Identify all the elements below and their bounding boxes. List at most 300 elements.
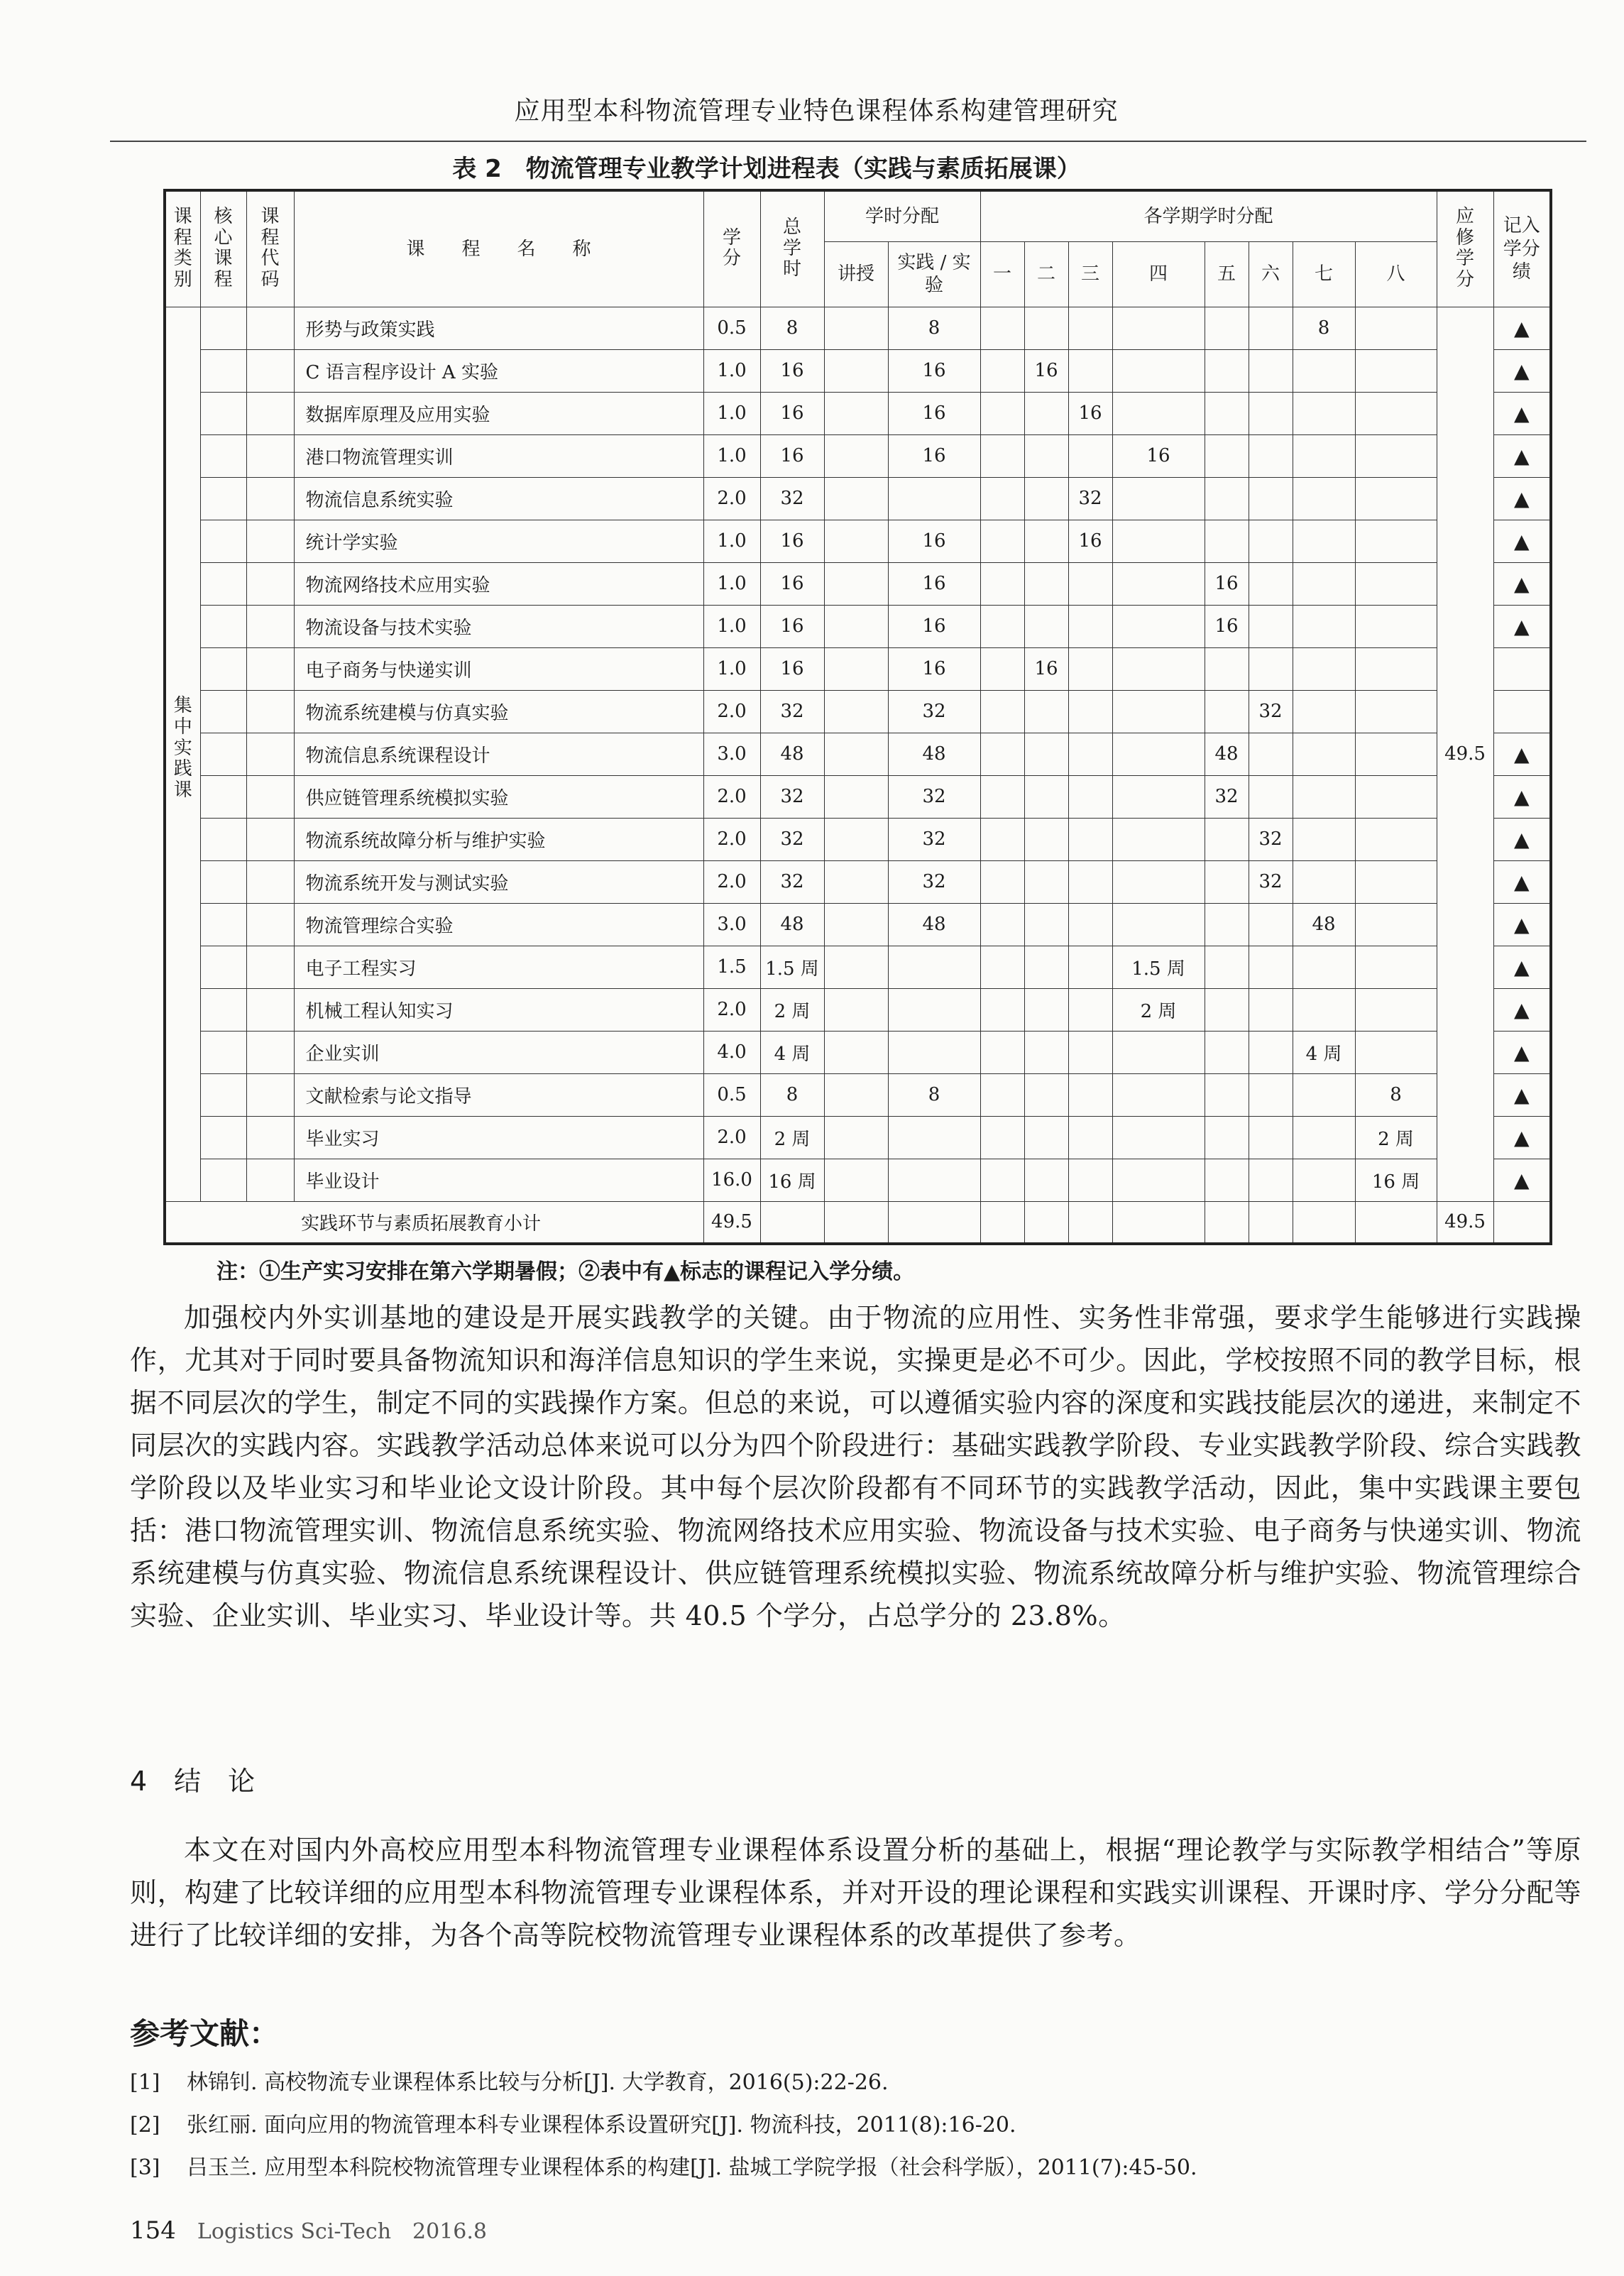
semester-6-hours bbox=[1249, 392, 1293, 434]
course-total-hours: 2 周 bbox=[760, 988, 824, 1031]
semester-1-hours bbox=[980, 988, 1024, 1031]
table-row bbox=[165, 605, 1551, 647]
course-total-hours: 16 周 bbox=[760, 1159, 824, 1201]
semester-1-hours bbox=[980, 860, 1024, 903]
semester-1-hours bbox=[980, 903, 1024, 946]
course-code-cell bbox=[246, 1073, 294, 1116]
semester-4-hours: 2 周 bbox=[1112, 988, 1205, 1031]
semester-1-hours bbox=[980, 349, 1024, 392]
semester-7-hours: 4 周 bbox=[1293, 1031, 1355, 1073]
semester-2-hours bbox=[1024, 946, 1068, 988]
core-course-cell bbox=[200, 477, 246, 520]
header-credit: 学分 bbox=[703, 190, 760, 307]
core-course-cell bbox=[200, 647, 246, 690]
course-name: C 语言程序设计 A 实验 bbox=[294, 349, 703, 392]
course-total-hours: 32 bbox=[760, 477, 824, 520]
subtotal-empty-cell bbox=[1293, 1201, 1355, 1244]
semester-3-hours bbox=[1068, 1159, 1112, 1201]
gpa-mark: ▲ bbox=[1493, 775, 1551, 818]
course-credit: 1.0 bbox=[703, 605, 760, 647]
reference-number: [2] bbox=[130, 2113, 160, 2138]
semester-7-hours bbox=[1293, 690, 1355, 733]
table-row bbox=[165, 988, 1551, 1031]
gpa-mark: ▲ bbox=[1493, 349, 1551, 392]
semester-2-hours bbox=[1024, 434, 1068, 477]
subtotal-empty-cell bbox=[1249, 1201, 1293, 1244]
semester-5-hours bbox=[1205, 520, 1249, 562]
gpa-mark: ▲ bbox=[1493, 307, 1551, 349]
semester-1-hours bbox=[980, 647, 1024, 690]
semester-5-hours bbox=[1205, 1116, 1249, 1159]
table-caption: 表 2 物流管理专业教学计划进程表（实践与素质拓展课） bbox=[452, 155, 1081, 183]
course-code-cell bbox=[246, 520, 294, 562]
gpa-mark: ▲ bbox=[1493, 1031, 1551, 1073]
semester-8-hours bbox=[1355, 946, 1437, 988]
semester-8-hours bbox=[1355, 1031, 1437, 1073]
subtotal-credit: 49.5 bbox=[703, 1201, 760, 1244]
semester-6-hours bbox=[1249, 349, 1293, 392]
semester-4-hours bbox=[1112, 860, 1205, 903]
subtotal-row bbox=[165, 1201, 1551, 1244]
table-row bbox=[165, 946, 1551, 988]
course-lecture-hours bbox=[824, 392, 888, 434]
course-practice-hours: 32 bbox=[888, 775, 980, 818]
semester-7-hours bbox=[1293, 392, 1355, 434]
course-code-cell bbox=[246, 946, 294, 988]
semester-7-hours bbox=[1293, 1159, 1355, 1201]
semester-8-hours bbox=[1355, 988, 1437, 1031]
semester-7-hours bbox=[1293, 775, 1355, 818]
subtotal-empty-cell bbox=[1355, 1201, 1437, 1244]
semester-3-hours bbox=[1068, 946, 1112, 988]
course-code-cell bbox=[246, 1031, 294, 1073]
header-required-credit: 应修学分 bbox=[1437, 190, 1493, 307]
course-code-cell bbox=[246, 1116, 294, 1159]
header-practice: 实践 / 实验 bbox=[888, 241, 980, 307]
subtotal-empty-cell bbox=[1068, 1201, 1112, 1244]
semester-6-hours bbox=[1249, 1031, 1293, 1073]
semester-2-hours bbox=[1024, 1116, 1068, 1159]
course-lecture-hours bbox=[824, 605, 888, 647]
subtotal-empty-cell bbox=[760, 1201, 824, 1244]
semester-8-hours bbox=[1355, 392, 1437, 434]
semester-4-hours bbox=[1112, 562, 1205, 605]
semester-8-hours bbox=[1355, 307, 1437, 349]
header-rule bbox=[110, 141, 1586, 142]
reference-item bbox=[130, 2154, 1578, 2182]
core-course-cell bbox=[200, 860, 246, 903]
course-name: 物流信息系统课程设计 bbox=[294, 733, 703, 775]
course-credit: 0.5 bbox=[703, 307, 760, 349]
semester-2-hours bbox=[1024, 1073, 1068, 1116]
semester-7-hours bbox=[1293, 520, 1355, 562]
semester-4-hours bbox=[1112, 520, 1205, 562]
course-credit: 1.0 bbox=[703, 647, 760, 690]
semester-3-hours bbox=[1068, 818, 1112, 860]
teaching-plan-table bbox=[163, 189, 1552, 1245]
course-name: 电子工程实习 bbox=[294, 946, 703, 988]
course-credit: 2.0 bbox=[703, 818, 760, 860]
semester-6-hours bbox=[1249, 307, 1293, 349]
semester-5-hours bbox=[1205, 690, 1249, 733]
semester-2-hours bbox=[1024, 1031, 1068, 1073]
semester-8-hours: 8 bbox=[1355, 1073, 1437, 1116]
table-row bbox=[165, 1073, 1551, 1116]
page-number: 154 bbox=[130, 2216, 176, 2245]
semester-4-hours bbox=[1112, 1073, 1205, 1116]
course-name: 企业实训 bbox=[294, 1031, 703, 1073]
course-credit: 4.0 bbox=[703, 1031, 760, 1073]
course-name: 物流系统开发与测试实验 bbox=[294, 860, 703, 903]
semester-2-hours bbox=[1024, 307, 1068, 349]
course-total-hours: 2 周 bbox=[760, 1116, 824, 1159]
course-lecture-hours bbox=[824, 520, 888, 562]
course-lecture-hours bbox=[824, 818, 888, 860]
semester-5-hours bbox=[1205, 1159, 1249, 1201]
course-lecture-hours bbox=[824, 988, 888, 1031]
semester-6-hours bbox=[1249, 775, 1293, 818]
course-name: 形势与政策实践 bbox=[294, 307, 703, 349]
semester-5-hours: 48 bbox=[1205, 733, 1249, 775]
course-total-hours: 16 bbox=[760, 520, 824, 562]
course-name: 物流网络技术应用实验 bbox=[294, 562, 703, 605]
gpa-mark: ▲ bbox=[1493, 1116, 1551, 1159]
semester-3-hours: 32 bbox=[1068, 477, 1112, 520]
course-lecture-hours bbox=[824, 1159, 888, 1201]
semester-4-hours bbox=[1112, 903, 1205, 946]
course-lecture-hours bbox=[824, 1116, 888, 1159]
course-total-hours: 32 bbox=[760, 775, 824, 818]
page-footer bbox=[130, 2214, 487, 2245]
semester-6-hours bbox=[1249, 733, 1293, 775]
subtotal-required-credit: 49.5 bbox=[1437, 1201, 1493, 1244]
core-course-cell bbox=[200, 903, 246, 946]
reference-number: [1] bbox=[130, 2070, 160, 2095]
reference-text: 吕玉兰. 应用型本科院校物流管理专业课程体系的构建[J]. 盐城工学院学报（社会科学版），2011(7):45-50. bbox=[187, 2155, 1197, 2180]
semester-1-hours bbox=[980, 605, 1024, 647]
header-semester-distribution: 各学期学时分配 bbox=[980, 190, 1437, 241]
semester-4-hours bbox=[1112, 818, 1205, 860]
semester-4-hours: 16 bbox=[1112, 434, 1205, 477]
semester-6-hours bbox=[1249, 520, 1293, 562]
semester-2-hours bbox=[1024, 562, 1068, 605]
course-credit: 2.0 bbox=[703, 477, 760, 520]
course-credit: 1.0 bbox=[703, 349, 760, 392]
references-heading: 参考文献： bbox=[130, 2016, 280, 2051]
core-course-cell bbox=[200, 562, 246, 605]
semester-7-hours bbox=[1293, 647, 1355, 690]
course-credit: 16.0 bbox=[703, 1159, 760, 1201]
semester-1-hours bbox=[980, 690, 1024, 733]
semester-8-hours bbox=[1355, 349, 1437, 392]
core-course-cell bbox=[200, 775, 246, 818]
course-practice-hours bbox=[888, 1116, 980, 1159]
course-credit: 2.0 bbox=[703, 860, 760, 903]
semester-1-hours bbox=[980, 434, 1024, 477]
semester-6-hours bbox=[1249, 903, 1293, 946]
semester-8-hours bbox=[1355, 477, 1437, 520]
course-credit: 2.0 bbox=[703, 988, 760, 1031]
course-total-hours: 4 周 bbox=[760, 1031, 824, 1073]
core-course-cell bbox=[200, 946, 246, 988]
semester-4-hours bbox=[1112, 733, 1205, 775]
course-code-cell bbox=[246, 775, 294, 818]
semester-5-hours bbox=[1205, 647, 1249, 690]
course-total-hours: 16 bbox=[760, 349, 824, 392]
semester-5-hours bbox=[1205, 1031, 1249, 1073]
semester-8-hours: 2 周 bbox=[1355, 1116, 1437, 1159]
table-row bbox=[165, 903, 1551, 946]
gpa-mark: ▲ bbox=[1493, 1073, 1551, 1116]
course-lecture-hours bbox=[824, 477, 888, 520]
course-code-cell bbox=[246, 349, 294, 392]
table-row bbox=[165, 647, 1551, 690]
table-row bbox=[165, 520, 1551, 562]
semester-4-hours bbox=[1112, 605, 1205, 647]
semester-2-hours bbox=[1024, 392, 1068, 434]
course-code-cell bbox=[246, 988, 294, 1031]
core-course-cell bbox=[200, 1159, 246, 1201]
semester-3-hours bbox=[1068, 988, 1112, 1031]
semester-3-hours bbox=[1068, 605, 1112, 647]
semester-7-hours bbox=[1293, 946, 1355, 988]
table-row bbox=[165, 690, 1551, 733]
header-course-name: 课 程 名 称 bbox=[294, 190, 703, 307]
gpa-mark: ▲ bbox=[1493, 818, 1551, 860]
course-practice-hours bbox=[888, 946, 980, 988]
course-credit: 0.5 bbox=[703, 1073, 760, 1116]
header-semester-1: 一 bbox=[980, 241, 1024, 307]
gpa-mark: ▲ bbox=[1493, 562, 1551, 605]
course-total-hours: 8 bbox=[760, 307, 824, 349]
semester-2-hours bbox=[1024, 520, 1068, 562]
semester-3-hours bbox=[1068, 307, 1112, 349]
semester-8-hours bbox=[1355, 860, 1437, 903]
course-credit: 1.0 bbox=[703, 392, 760, 434]
semester-1-hours bbox=[980, 477, 1024, 520]
course-lecture-hours bbox=[824, 1073, 888, 1116]
course-lecture-hours bbox=[824, 775, 888, 818]
gpa-mark: ▲ bbox=[1493, 733, 1551, 775]
semester-8-hours bbox=[1355, 818, 1437, 860]
core-course-cell bbox=[200, 988, 246, 1031]
course-total-hours: 16 bbox=[760, 562, 824, 605]
semester-7-hours bbox=[1293, 1073, 1355, 1116]
course-practice-hours: 48 bbox=[888, 903, 980, 946]
semester-2-hours bbox=[1024, 988, 1068, 1031]
course-practice-hours bbox=[888, 1031, 980, 1073]
semester-7-hours bbox=[1293, 818, 1355, 860]
course-credit: 3.0 bbox=[703, 903, 760, 946]
core-course-cell bbox=[200, 733, 246, 775]
table-row bbox=[165, 733, 1551, 775]
semester-5-hours: 16 bbox=[1205, 605, 1249, 647]
required-credit-total: 49.5 bbox=[1437, 307, 1493, 1201]
course-practice-hours bbox=[888, 477, 980, 520]
semester-1-hours bbox=[980, 1159, 1024, 1201]
semester-7-hours bbox=[1293, 988, 1355, 1031]
semester-1-hours bbox=[980, 392, 1024, 434]
semester-2-hours bbox=[1024, 1159, 1068, 1201]
semester-5-hours bbox=[1205, 1073, 1249, 1116]
semester-3-hours bbox=[1068, 775, 1112, 818]
semester-1-hours bbox=[980, 818, 1024, 860]
course-category-label: 集中实践课 bbox=[173, 694, 192, 801]
semester-4-hours bbox=[1112, 690, 1205, 733]
semester-4-hours bbox=[1112, 392, 1205, 434]
semester-8-hours bbox=[1355, 775, 1437, 818]
semester-5-hours bbox=[1205, 392, 1249, 434]
course-name: 物流信息系统实验 bbox=[294, 477, 703, 520]
table-row bbox=[165, 860, 1551, 903]
table-row bbox=[165, 1116, 1551, 1159]
course-name: 物流管理综合实验 bbox=[294, 903, 703, 946]
semester-4-hours bbox=[1112, 349, 1205, 392]
course-total-hours: 16 bbox=[760, 605, 824, 647]
semester-5-hours: 32 bbox=[1205, 775, 1249, 818]
subtotal-empty-cell bbox=[1205, 1201, 1249, 1244]
semester-3-hours bbox=[1068, 349, 1112, 392]
body-paragraph-practice: 加强校内外实训基地的建设是开展实践教学的关键。由于物流的应用性、实务性非常强，要求学生能够进行实践操作，尤其对于同时要具备物流知识和海洋信息知识的学生来说，实操更是必不可少。因此，学校按照不同的教学目标，根据不同层次的学生，制定不同的实践操作方案。但总的来说，可以遵循实验内容的深度和实践技能层次的递进，来制定不同层次的实践内容。实践教学活动总体来说可以分为四个阶段进行：基础实践教学阶段、专业实践教学阶段、综合实践教学阶段以及毕业实习和毕业论文设计阶段。其中每个层次阶段都有不同环节的实践教学活动，因此，集中实践课主要包括：港口物流管理实训、物流信息系统实验、物流网络技术应用实验、物流设备与技术实验、电子商务与快递实训、物流系统建模与仿真实验、物流信息系统课程设计、供应链管理系统模拟实验、物流系统故障分析与维护实验、物流管理综合实验、企业实训、毕业实习、毕业设计等。共 40.5 个学分，占总学分的 23.8%。 bbox=[130, 1302, 1581, 1631]
course-lecture-hours bbox=[824, 647, 888, 690]
semester-1-hours bbox=[980, 946, 1024, 988]
course-total-hours: 32 bbox=[760, 860, 824, 903]
header-hour-distribution: 学时分配 bbox=[824, 190, 980, 241]
semester-5-hours bbox=[1205, 434, 1249, 477]
section-heading-conclusion: 4 结 论 bbox=[130, 1766, 256, 1797]
course-code-cell bbox=[246, 605, 294, 647]
course-total-hours: 48 bbox=[760, 733, 824, 775]
semester-6-hours bbox=[1249, 1159, 1293, 1201]
course-total-hours: 16 bbox=[760, 434, 824, 477]
semester-2-hours bbox=[1024, 818, 1068, 860]
gpa-mark: ▲ bbox=[1493, 988, 1551, 1031]
semester-6-hours: 32 bbox=[1249, 818, 1293, 860]
semester-2-hours bbox=[1024, 903, 1068, 946]
course-code-cell bbox=[246, 647, 294, 690]
semester-8-hours bbox=[1355, 520, 1437, 562]
course-code-cell bbox=[246, 307, 294, 349]
journal-name: Logistics Sci-Tech 2016.8 bbox=[197, 2219, 488, 2244]
semester-3-hours bbox=[1068, 860, 1112, 903]
semester-6-hours bbox=[1249, 988, 1293, 1031]
core-course-cell bbox=[200, 1073, 246, 1116]
course-total-hours: 8 bbox=[760, 1073, 824, 1116]
table-row bbox=[165, 562, 1551, 605]
semester-2-hours: 16 bbox=[1024, 349, 1068, 392]
reference-item bbox=[130, 2069, 1578, 2097]
semester-6-hours: 32 bbox=[1249, 860, 1293, 903]
core-course-cell bbox=[200, 520, 246, 562]
semester-1-hours bbox=[980, 307, 1024, 349]
header-semester-2: 二 bbox=[1024, 241, 1068, 307]
core-course-cell bbox=[200, 1116, 246, 1159]
course-practice-hours: 32 bbox=[888, 818, 980, 860]
gpa-mark: ▲ bbox=[1493, 520, 1551, 562]
course-name: 物流系统故障分析与维护实验 bbox=[294, 818, 703, 860]
semester-1-hours bbox=[980, 775, 1024, 818]
semester-3-hours: 16 bbox=[1068, 520, 1112, 562]
semester-2-hours bbox=[1024, 690, 1068, 733]
course-name: 物流设备与技术实验 bbox=[294, 605, 703, 647]
course-lecture-hours bbox=[824, 562, 888, 605]
course-code-cell bbox=[246, 562, 294, 605]
subtotal-empty-cell bbox=[980, 1201, 1024, 1244]
semester-8-hours bbox=[1355, 562, 1437, 605]
course-name: 港口物流管理实训 bbox=[294, 434, 703, 477]
semester-1-hours bbox=[980, 1116, 1024, 1159]
header-semester-3: 三 bbox=[1068, 241, 1112, 307]
semester-3-hours bbox=[1068, 1031, 1112, 1073]
core-course-cell bbox=[200, 818, 246, 860]
core-course-cell bbox=[200, 349, 246, 392]
semester-2-hours bbox=[1024, 477, 1068, 520]
course-lecture-hours bbox=[824, 434, 888, 477]
semester-7-hours: 48 bbox=[1293, 903, 1355, 946]
gpa-mark: ▲ bbox=[1493, 903, 1551, 946]
course-practice-hours: 16 bbox=[888, 647, 980, 690]
semester-6-hours bbox=[1249, 605, 1293, 647]
course-name: 毕业实习 bbox=[294, 1116, 703, 1159]
table-row bbox=[165, 1159, 1551, 1201]
semester-7-hours: 8 bbox=[1293, 307, 1355, 349]
course-practice-hours: 16 bbox=[888, 434, 980, 477]
semester-8-hours bbox=[1355, 903, 1437, 946]
course-practice-hours: 32 bbox=[888, 860, 980, 903]
course-total-hours: 16 bbox=[760, 647, 824, 690]
course-name: 供应链管理系统模拟实验 bbox=[294, 775, 703, 818]
table-row bbox=[165, 349, 1551, 392]
course-credit: 1.0 bbox=[703, 562, 760, 605]
course-code-cell bbox=[246, 860, 294, 903]
semester-4-hours: 1.5 周 bbox=[1112, 946, 1205, 988]
table-row bbox=[165, 775, 1551, 818]
header-semester-7: 七 bbox=[1293, 241, 1355, 307]
table-body bbox=[165, 307, 1551, 1244]
header-core: 核心课程 bbox=[200, 190, 246, 307]
semester-3-hours bbox=[1068, 690, 1112, 733]
semester-3-hours bbox=[1068, 647, 1112, 690]
subtotal-label: 实践环节与素质拓展教育小计 bbox=[165, 1201, 703, 1244]
gpa-mark: ▲ bbox=[1493, 434, 1551, 477]
semester-7-hours bbox=[1293, 562, 1355, 605]
course-code-cell bbox=[246, 392, 294, 434]
semester-6-hours bbox=[1249, 562, 1293, 605]
semester-5-hours bbox=[1205, 988, 1249, 1031]
course-lecture-hours bbox=[824, 946, 888, 988]
course-lecture-hours bbox=[824, 349, 888, 392]
table-row bbox=[165, 434, 1551, 477]
course-practice-hours: 16 bbox=[888, 392, 980, 434]
course-practice-hours bbox=[888, 1159, 980, 1201]
semester-8-hours: 16 周 bbox=[1355, 1159, 1437, 1201]
course-practice-hours bbox=[888, 988, 980, 1031]
semester-4-hours bbox=[1112, 477, 1205, 520]
course-lecture-hours bbox=[824, 903, 888, 946]
semester-5-hours bbox=[1205, 860, 1249, 903]
gpa-mark: ▲ bbox=[1493, 946, 1551, 988]
course-practice-hours: 32 bbox=[888, 690, 980, 733]
semester-3-hours bbox=[1068, 562, 1112, 605]
course-name: 毕业设计 bbox=[294, 1159, 703, 1201]
course-practice-hours: 48 bbox=[888, 733, 980, 775]
header-semester-4: 四 bbox=[1112, 241, 1205, 307]
course-credit: 1.5 bbox=[703, 946, 760, 988]
table-note: 注：①生产实习安排在第六学期暑假；②表中有▲标志的课程记入学分绩。 bbox=[216, 1259, 915, 1284]
course-practice-hours: 16 bbox=[888, 349, 980, 392]
course-total-hours: 32 bbox=[760, 818, 824, 860]
course-name: 数据库原理及应用实验 bbox=[294, 392, 703, 434]
